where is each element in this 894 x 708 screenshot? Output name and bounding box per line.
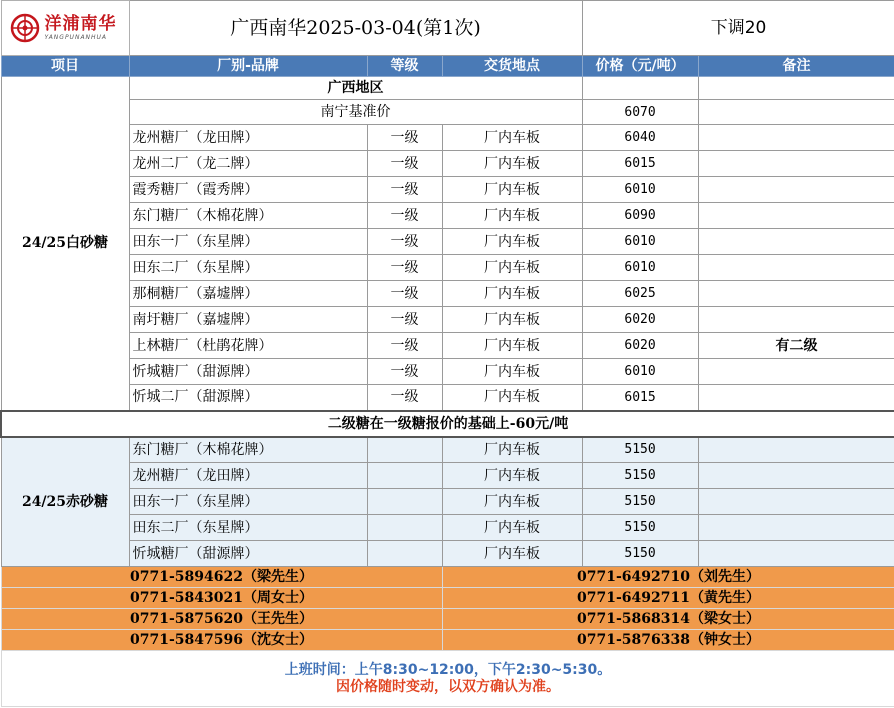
- delivery-location: 厂内车板: [442, 307, 582, 333]
- delivery-location: 厂内车板: [442, 333, 582, 359]
- note: [698, 177, 894, 203]
- price: 5150: [582, 437, 698, 463]
- contact-right: 0771-5868314（梁女士）: [442, 609, 894, 630]
- price: 6015: [582, 151, 698, 177]
- price: 6010: [582, 359, 698, 385]
- header-row: [1, 56, 894, 77]
- office-hours: 上班时间：上午8:30~12:00，下午2:30~5:30。: [284, 662, 612, 678]
- price: 6020: [582, 307, 698, 333]
- header-price: 价格（元/吨）: [582, 56, 698, 77]
- note: [698, 515, 894, 541]
- factory-brand: 忻城糖厂（甜源牌）: [129, 359, 367, 385]
- benchmark-note: [698, 100, 894, 125]
- grade: [367, 437, 442, 463]
- grade: [367, 515, 442, 541]
- title-row: [1, 1, 894, 56]
- region-price-empty: [582, 77, 698, 100]
- factory-brand: 龙州二厂（龙二牌）: [129, 151, 367, 177]
- price-adjustment: 下调20: [582, 1, 894, 56]
- delivery-location: 厂内车板: [442, 281, 582, 307]
- header-factory-brand: 厂别-品牌: [129, 56, 367, 77]
- factory-brand: 龙州糖厂（龙田牌）: [129, 463, 367, 489]
- table-row: [1, 151, 894, 177]
- price: 6040: [582, 125, 698, 151]
- price: 6020: [582, 333, 698, 359]
- white-sugar-category: 24/25白砂糖: [1, 77, 129, 411]
- contact-row: [1, 567, 894, 588]
- grade: [367, 463, 442, 489]
- table-row: [1, 541, 894, 567]
- factory-brand: 忻城二厂（甜源牌）: [129, 385, 367, 411]
- logo-text-cn: 洋浦南华: [44, 13, 117, 34]
- contact-left: 0771-5843021（周女士）: [1, 588, 442, 609]
- note: 有二级: [698, 333, 894, 359]
- footer: [1, 651, 894, 707]
- note: [698, 489, 894, 515]
- table-row: [1, 463, 894, 489]
- delivery-location: 厂内车板: [442, 385, 582, 411]
- contact-row: [1, 609, 894, 630]
- note: [698, 125, 894, 151]
- table-row: [1, 281, 894, 307]
- factory-brand: 田东二厂（东星牌）: [129, 255, 367, 281]
- second-grade-note-row: [1, 411, 894, 437]
- header-note: 备注: [698, 56, 894, 77]
- table-row: [1, 125, 894, 151]
- factory-brand: 东门糖厂（木棉花牌）: [129, 203, 367, 229]
- grade: 一级: [367, 125, 442, 151]
- region-note-empty: [698, 77, 894, 100]
- price: 5150: [582, 489, 698, 515]
- factory-brand: 那桐糖厂（嘉墟牌）: [129, 281, 367, 307]
- benchmark-price: 6070: [582, 100, 698, 125]
- delivery-location: 厂内车板: [442, 229, 582, 255]
- table-row: [1, 489, 894, 515]
- delivery-location: 厂内车板: [442, 255, 582, 281]
- grade: 一级: [367, 203, 442, 229]
- second-grade-note: 二级糖在一级糖报价的基础上-60元/吨: [1, 411, 894, 437]
- region-row: [1, 77, 894, 100]
- price: 6010: [582, 255, 698, 281]
- price: 6025: [582, 281, 698, 307]
- delivery-location: 厂内车板: [442, 203, 582, 229]
- price: 6010: [582, 177, 698, 203]
- factory-brand: 上林糖厂（杜鹃花牌）: [129, 333, 367, 359]
- table-row: [1, 229, 894, 255]
- grade: 一级: [367, 281, 442, 307]
- note: [698, 203, 894, 229]
- price: 5150: [582, 463, 698, 489]
- factory-brand: 田东二厂（东星牌）: [129, 515, 367, 541]
- factory-brand: 霞秀糖厂（霞秀牌）: [129, 177, 367, 203]
- note: [698, 229, 894, 255]
- price: 5150: [582, 515, 698, 541]
- note: [698, 307, 894, 333]
- delivery-location: 厂内车板: [442, 437, 582, 463]
- table-row: [1, 307, 894, 333]
- contact-right: 0771-5876338（钟女士）: [442, 630, 894, 651]
- note: [698, 359, 894, 385]
- header-item: 项目: [1, 56, 129, 77]
- note: [698, 541, 894, 567]
- grade: 一级: [367, 359, 442, 385]
- price: 6090: [582, 203, 698, 229]
- logo: [1, 1, 129, 56]
- logo-icon: [10, 13, 40, 43]
- price: 6010: [582, 229, 698, 255]
- footer-row: [1, 651, 894, 707]
- table-row: [1, 333, 894, 359]
- grade: 一级: [367, 229, 442, 255]
- header-location: 交货地点: [442, 56, 582, 77]
- contact-row: [1, 588, 894, 609]
- note: [698, 151, 894, 177]
- price: 5150: [582, 541, 698, 567]
- delivery-location: 厂内车板: [442, 463, 582, 489]
- note: [698, 255, 894, 281]
- grade: 一级: [367, 385, 442, 411]
- logo-text-en: YANGPUNANHUA: [44, 33, 108, 41]
- table-row: [1, 437, 894, 463]
- grade: 一级: [367, 333, 442, 359]
- delivery-location: 厂内车板: [442, 151, 582, 177]
- region-label: 广西地区: [129, 77, 582, 100]
- benchmark-label: 南宁基准价: [129, 100, 582, 125]
- contact-right: 0771-6492710（刘先生）: [442, 567, 894, 588]
- delivery-location: 厂内车板: [442, 125, 582, 151]
- note: [698, 385, 894, 411]
- grade: [367, 489, 442, 515]
- contact-right: 0771-6492711（黄先生）: [442, 588, 894, 609]
- contact-row: [1, 630, 894, 651]
- factory-brand: 东门糖厂（木棉花牌）: [129, 437, 367, 463]
- delivery-location: 厂内车板: [442, 541, 582, 567]
- grade: 一级: [367, 151, 442, 177]
- benchmark-row: [1, 100, 894, 125]
- table-row: [1, 515, 894, 541]
- delivery-location: 厂内车板: [442, 359, 582, 385]
- factory-brand: 南圩糖厂（嘉墟牌）: [129, 307, 367, 333]
- contact-left: 0771-5875620（王先生）: [1, 609, 442, 630]
- grade: [367, 541, 442, 567]
- header-grade: 等级: [367, 56, 442, 77]
- factory-brand: 田东一厂（东星牌）: [129, 489, 367, 515]
- factory-brand: 忻城糖厂（甜源牌）: [129, 541, 367, 567]
- page-title: 广西南华2025-03-04(第1次): [129, 1, 582, 56]
- table-row: [1, 385, 894, 411]
- note: [698, 437, 894, 463]
- factory-brand: 田东一厂（东星牌）: [129, 229, 367, 255]
- red-sugar-category: 24/25赤砂糖: [1, 437, 129, 567]
- contact-left: 0771-5847596（沈女士）: [1, 630, 442, 651]
- grade: 一级: [367, 177, 442, 203]
- delivery-location: 厂内车板: [442, 515, 582, 541]
- delivery-location: 厂内车板: [442, 177, 582, 203]
- note: [698, 281, 894, 307]
- grade: 一级: [367, 307, 442, 333]
- note: [698, 463, 894, 489]
- price: 6015: [582, 385, 698, 411]
- table-row: [1, 177, 894, 203]
- table-row: [1, 359, 894, 385]
- table-row: [1, 255, 894, 281]
- delivery-location: 厂内车板: [442, 489, 582, 515]
- price-disclaimer: 因价格随时变动，以双方确认为准。: [336, 679, 561, 695]
- grade: 一级: [367, 255, 442, 281]
- table-row: [1, 203, 894, 229]
- factory-brand: 龙州糖厂（龙田牌）: [129, 125, 367, 151]
- contact-left: 0771-5894622（梁先生）: [1, 567, 442, 588]
